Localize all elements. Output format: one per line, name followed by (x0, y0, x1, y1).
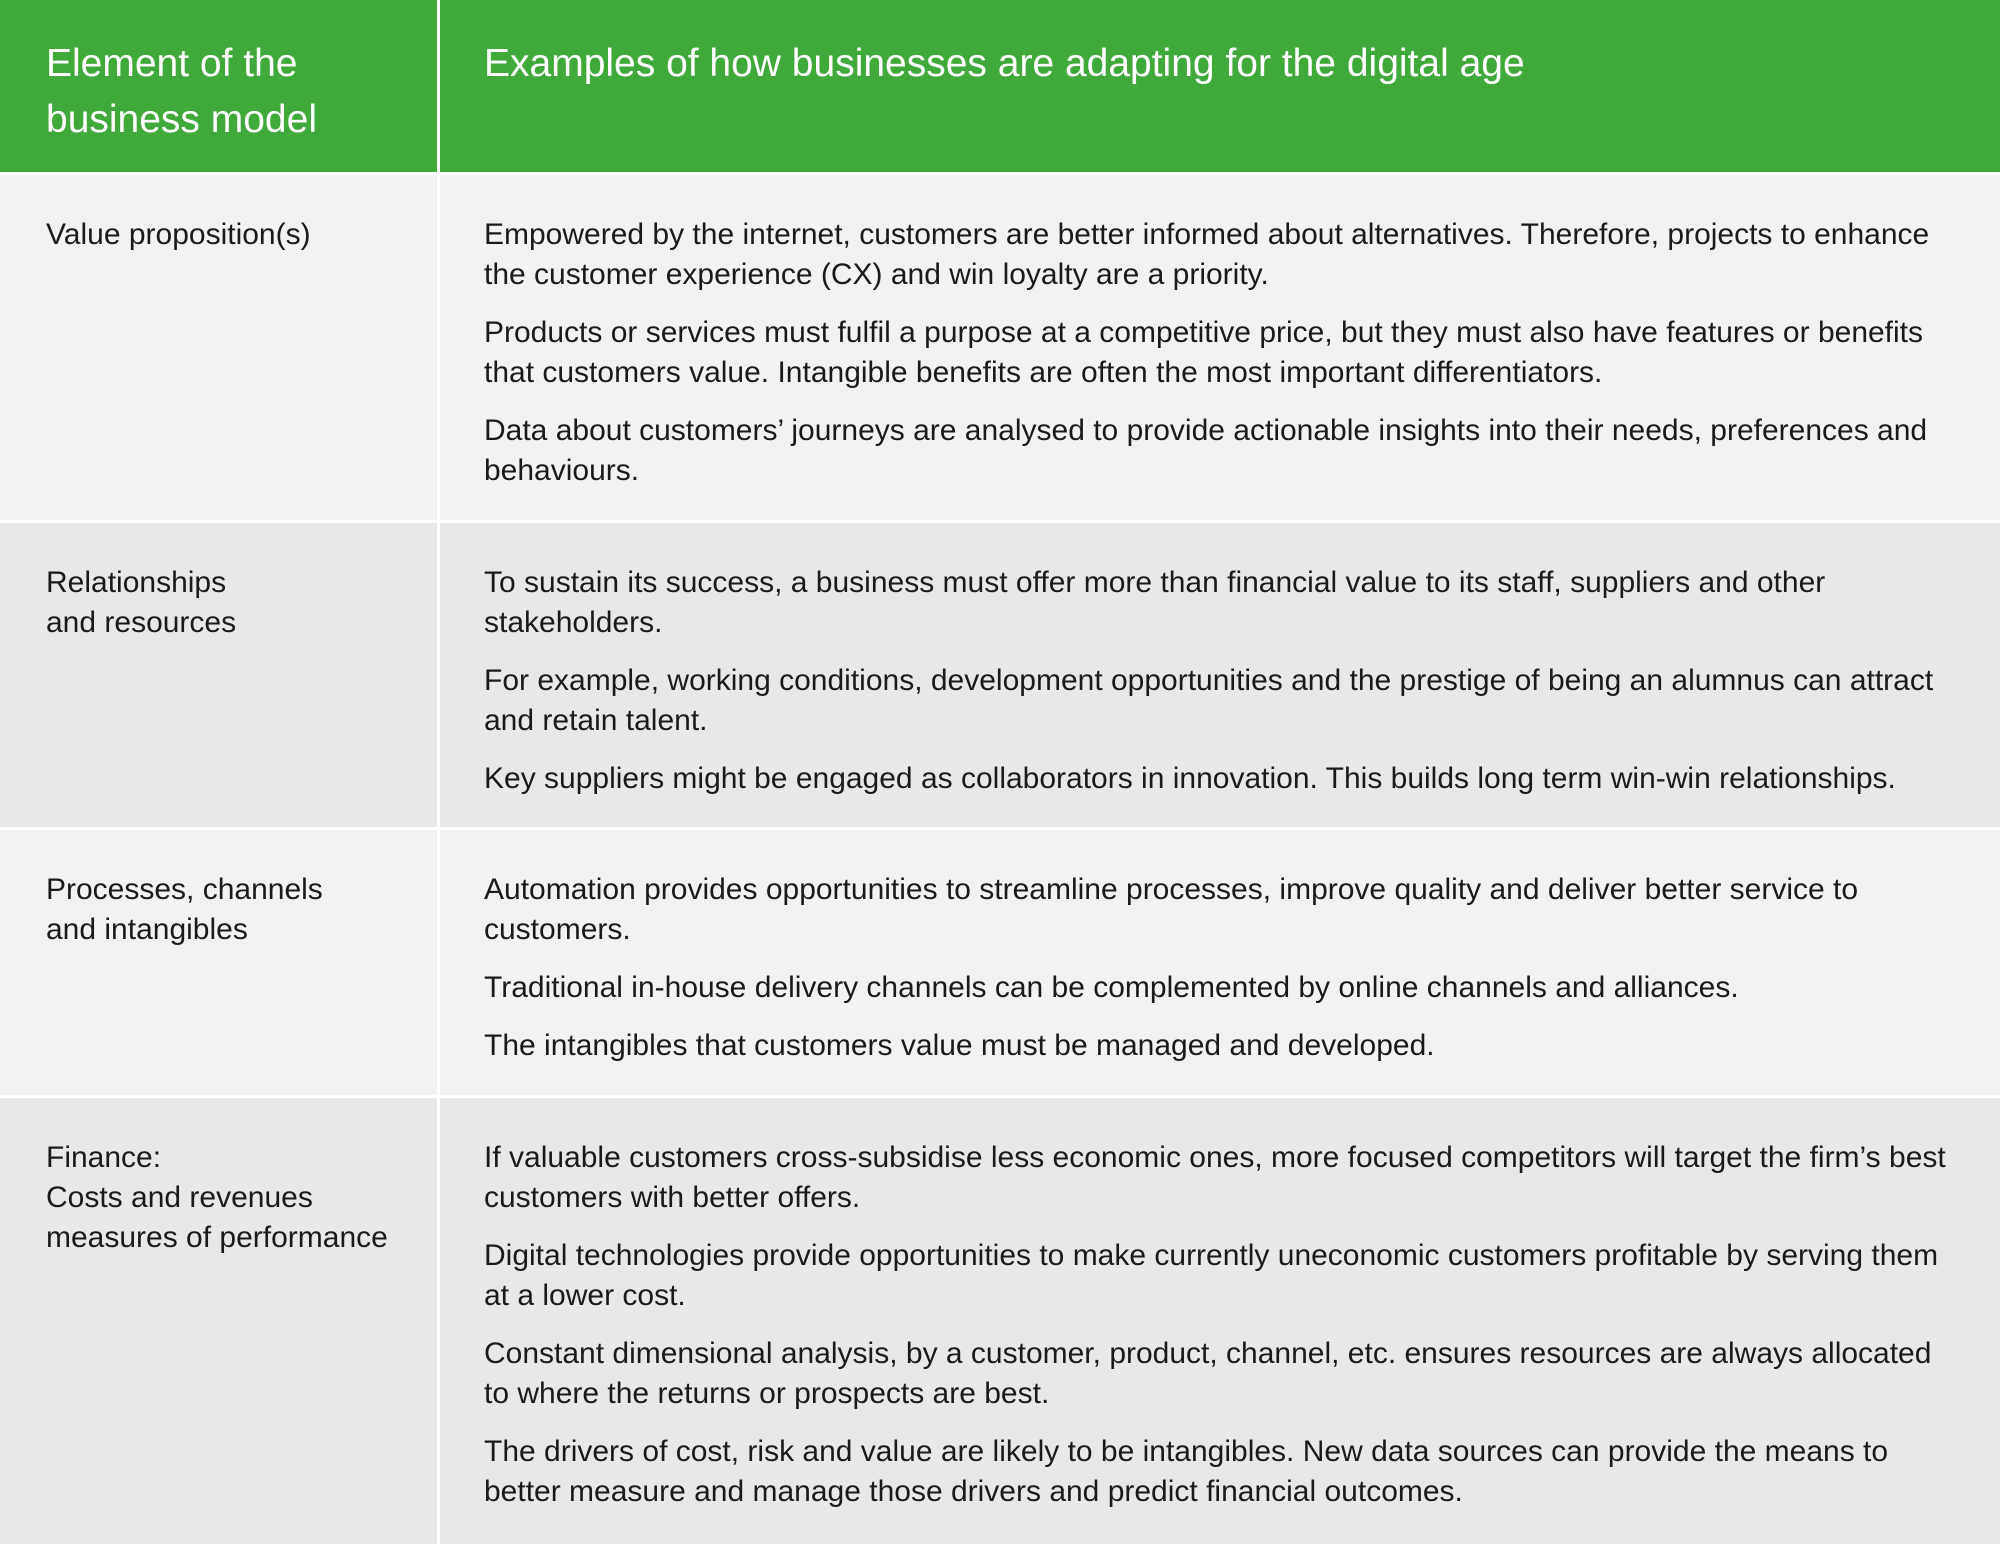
example-paragraph: Traditional in-house delivery channels can be complemented by online channels and alliances. (484, 971, 1739, 1004)
example-paragraph: Constant dimensional analysis, by a customer, product, channel, etc. ensures resources are always allocated to where the returns or prospects are best. (484, 1337, 1932, 1410)
example-paragraph: The drivers of cost, risk and value are likely to be intangibles. New data sources can provide the means to better measure and manage those drivers and predict financial outcomes. (484, 1435, 1889, 1508)
row-label-cell (0, 830, 440, 1098)
example-paragraph: If valuable customers cross-subsidise less economic ones, more focused competitors will target the firm’s best customers with better offers. (484, 1141, 1946, 1214)
row-examples-cell (440, 1098, 2000, 1544)
row-examples-cell (440, 830, 2000, 1098)
row-label: Value proposition(s) (46, 218, 311, 251)
example-paragraph: Empowered by the internet, customers are better informed about alternatives. Therefore, projects to enhance the customer experience (CX) and win loyalty are a priority. (484, 218, 1930, 291)
row-examples-cell (440, 523, 2000, 830)
example-paragraph: Data about customers’ journeys are analysed to provide actionable insights into their needs, preferences and behaviours. (484, 414, 1928, 487)
example-paragraph: Digital technologies provide opportunities to make currently uneconomic customers profitable by serving them at a lower cost. (484, 1239, 1939, 1312)
example-paragraph: For example, working conditions, development opportunities and the prestige of being an alumnus can attract and retain talent. (484, 664, 1934, 737)
example-paragraph: The intangibles that customers value must be managed and developed. (484, 1029, 1435, 1062)
row-label: Relationships and resources (46, 566, 237, 639)
row-label-cell (0, 175, 440, 523)
row-label: Finance: Costs and revenues measures of performance (46, 1141, 388, 1254)
header-element-of-business-model (0, 0, 440, 175)
row-label: Processes, channels and intangibles (46, 873, 323, 946)
row-examples-cell (440, 175, 2000, 523)
header-col2-text: Examples of how businesses are adapting for the digital age (484, 42, 1525, 85)
row-label-cell (0, 1098, 440, 1544)
example-paragraph: Key suppliers might be engaged as collaborators in innovation. This builds long term win-win relationships. (484, 762, 1896, 795)
header-col1-text: Element of the business model (46, 42, 317, 141)
example-paragraph: Products or services must fulfil a purpose at a competitive price, but they must also have features or benefits that customers value. Intangible benefits are often the most important differentiators. (484, 316, 1924, 389)
header-examples (440, 0, 2000, 175)
row-label-cell (0, 523, 440, 830)
example-paragraph: To sustain its success, a business must offer more than financial value to its staff, suppliers and other stakeholders. (484, 566, 1826, 639)
example-paragraph: Automation provides opportunities to streamline processes, improve quality and deliver better service to customers. (484, 873, 1859, 946)
